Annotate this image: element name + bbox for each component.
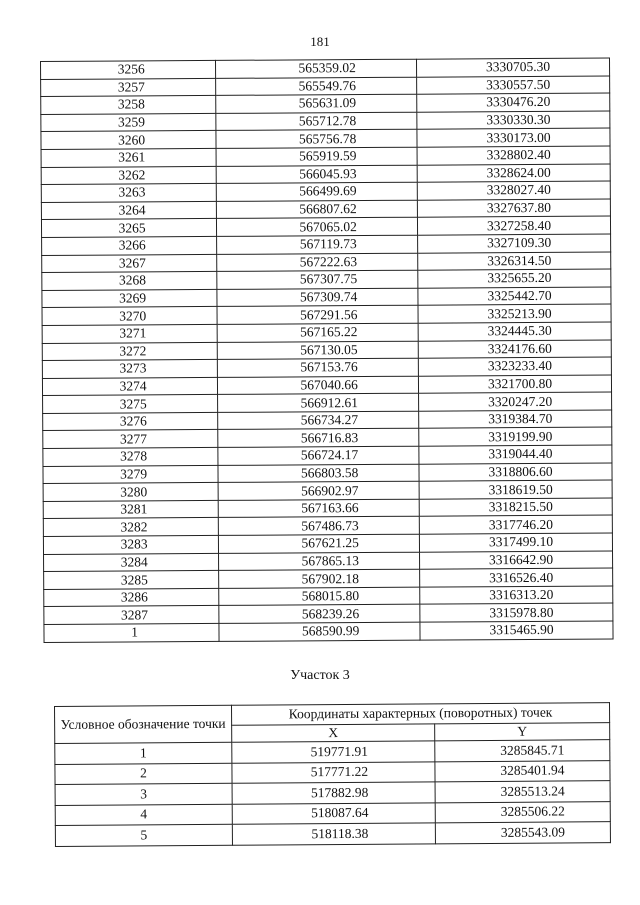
y-coordinate-cell: 3285506.22 — [435, 801, 610, 823]
y-coordinate-cell: 3323233.40 — [418, 357, 611, 376]
point-id-cell: 4 — [55, 804, 232, 826]
x-coordinate-cell: 566803.58 — [218, 464, 419, 483]
x-coordinate-cell: 519771.91 — [232, 741, 435, 763]
point-id-cell: 3275 — [43, 395, 218, 414]
x-coordinate-cell: 565756.78 — [216, 130, 417, 149]
section-coordinates-table — [54, 702, 611, 846]
x-coordinate-cell: 566902.97 — [218, 481, 419, 500]
point-id-cell: 1 — [44, 623, 219, 642]
x-coordinate-cell: 567163.66 — [218, 499, 419, 518]
x-coordinate-cell: 517882.98 — [232, 782, 435, 804]
y-coordinate-cell: 3285845.71 — [435, 740, 610, 762]
y-coordinate-cell: 3318806.60 — [419, 463, 612, 482]
y-coordinate-cell: 3316313.20 — [420, 586, 613, 605]
section-title: Участок 3 — [290, 668, 350, 683]
y-coordinate-cell: 3328624.00 — [417, 164, 610, 183]
y-coordinate-cell: 3330557.50 — [417, 76, 610, 95]
y-coordinate-cell: 3327637.80 — [417, 199, 610, 218]
point-id-cell: 3 — [55, 783, 232, 805]
point-id-cell: 3261 — [41, 148, 216, 167]
x-coordinate-cell: 567165.22 — [217, 323, 418, 342]
y-coordinate-cell: 3325655.20 — [418, 269, 611, 288]
table-row — [55, 822, 610, 846]
x-coordinate-cell: 566499.69 — [217, 182, 418, 201]
y-coordinate-cell: 3315978.80 — [420, 603, 613, 622]
y-coordinate-cell: 3318215.50 — [419, 498, 612, 517]
x-coordinate-cell: 566724.17 — [218, 446, 419, 465]
x-coordinate-cell: 567222.63 — [217, 253, 418, 272]
point-id-cell: 3282 — [43, 518, 218, 537]
y-coordinate-cell: 3330476.20 — [417, 93, 610, 112]
x-coordinate-cell: 566045.93 — [216, 165, 417, 184]
y-coordinate-cell: 3285543.09 — [435, 822, 610, 844]
point-id-cell: 3265 — [41, 219, 216, 238]
point-id-cell: 3280 — [43, 483, 218, 502]
y-coordinate-cell: 3285401.94 — [435, 760, 610, 782]
page-number: 181 — [310, 34, 330, 49]
y-coordinate-cell: 3315465.90 — [420, 621, 613, 640]
x-coordinate-cell: 567621.25 — [219, 534, 420, 553]
coordinates-table-body — [41, 58, 614, 642]
point-id-cell: 3272 — [42, 342, 217, 361]
y-coordinate-cell: 3321700.80 — [419, 375, 612, 394]
point-id-cell: 3262 — [41, 166, 216, 185]
point-id-cell: 3284 — [44, 553, 219, 572]
y-coordinate-cell: 3319199.90 — [419, 427, 612, 446]
point-id-cell: 3257 — [41, 78, 216, 97]
x-coordinate-cell: 567065.02 — [217, 218, 418, 237]
table-row — [44, 621, 613, 642]
section-table-header — [55, 703, 610, 744]
y-coordinate-cell: 3320247.20 — [419, 392, 612, 411]
point-id-cell: 5 — [55, 824, 232, 846]
x-coordinate-cell: 517771.22 — [232, 761, 435, 783]
y-coordinate-cell: 3317499.10 — [419, 533, 612, 552]
point-id-cell: 3256 — [41, 60, 216, 79]
y-coordinate-cell: 3325213.90 — [418, 304, 611, 323]
y-coordinate-cell: 3326314.50 — [418, 252, 611, 271]
x-coordinate-cell: 568239.26 — [219, 605, 420, 624]
x-coordinate-cell: 566734.27 — [218, 411, 419, 430]
coordinates-table — [40, 58, 614, 643]
y-coordinate-cell: 3328027.40 — [417, 181, 610, 200]
x-coordinate-cell: 565712.78 — [216, 112, 417, 131]
point-id-cell: 3285 — [44, 571, 219, 590]
x-coordinate-cell: 567307.75 — [217, 270, 418, 289]
point-id-cell: 3281 — [43, 500, 218, 519]
x-coordinate-cell: 567309.74 — [217, 288, 418, 307]
point-id-cell: 3259 — [41, 113, 216, 132]
point-id-cell: 3274 — [42, 377, 217, 396]
y-coordinate-cell: 3317746.20 — [419, 515, 612, 534]
header-x: X — [232, 723, 435, 742]
x-coordinate-cell: 567865.13 — [219, 552, 420, 571]
x-coordinate-cell: 567040.66 — [218, 376, 419, 395]
point-id-cell: 2 — [55, 763, 232, 785]
header-y: Y — [435, 722, 610, 741]
point-id-cell: 3268 — [42, 272, 217, 291]
header-coordinates: Координаты характерных (поворотных) точек — [231, 703, 609, 725]
x-coordinate-cell: 566716.83 — [218, 429, 419, 448]
y-coordinate-cell: 3325442.70 — [418, 287, 611, 306]
point-id-cell: 3263 — [41, 184, 216, 203]
y-coordinate-cell: 3328802.40 — [417, 146, 610, 165]
point-id-cell: 3278 — [43, 447, 218, 466]
point-id-cell: 3269 — [42, 289, 217, 308]
x-coordinate-cell: 565549.76 — [216, 77, 417, 96]
section-table-body — [55, 740, 611, 846]
y-coordinate-cell: 3327258.40 — [418, 216, 611, 235]
y-coordinate-cell: 3324176.60 — [418, 340, 611, 359]
point-id-cell: 3258 — [41, 96, 216, 115]
point-id-cell: 3286 — [44, 588, 219, 607]
x-coordinate-cell: 567130.05 — [217, 341, 418, 360]
point-id-cell: 3270 — [42, 307, 217, 326]
point-id-cell: 3266 — [42, 236, 217, 255]
x-coordinate-cell: 568590.99 — [219, 622, 420, 641]
point-id-cell: 3276 — [43, 412, 218, 431]
point-id-cell: 3287 — [44, 606, 219, 625]
point-id-cell: 3267 — [42, 254, 217, 273]
y-coordinate-cell: 3285513.24 — [435, 781, 610, 803]
x-coordinate-cell: 566807.62 — [217, 200, 418, 219]
y-coordinate-cell: 3327109.30 — [418, 234, 611, 253]
point-id-cell: 3277 — [43, 430, 218, 449]
point-id-cell: 3271 — [42, 324, 217, 343]
x-coordinate-cell: 567902.18 — [219, 569, 420, 588]
header-point-designation: Условное обозначение точки — [55, 705, 232, 743]
x-coordinate-cell: 565359.02 — [216, 59, 417, 78]
point-id-cell: 1 — [55, 742, 232, 764]
y-coordinate-cell: 3330173.00 — [417, 128, 610, 147]
point-id-cell: 3273 — [42, 360, 217, 379]
point-id-cell: 3264 — [41, 201, 216, 220]
y-coordinate-cell: 3316526.40 — [420, 568, 613, 587]
y-coordinate-cell: 3330705.30 — [417, 58, 610, 77]
x-coordinate-cell: 567119.73 — [217, 235, 418, 254]
x-coordinate-cell: 518118.38 — [232, 823, 435, 845]
x-coordinate-cell: 567486.73 — [219, 517, 420, 536]
x-coordinate-cell: 568015.80 — [219, 587, 420, 606]
x-coordinate-cell: 565919.59 — [216, 147, 417, 166]
x-coordinate-cell: 567153.76 — [218, 358, 419, 377]
x-coordinate-cell: 567291.56 — [217, 306, 418, 325]
y-coordinate-cell: 3319384.70 — [419, 410, 612, 429]
x-coordinate-cell: 518087.64 — [232, 802, 435, 824]
y-coordinate-cell: 3330330.30 — [417, 111, 610, 130]
y-coordinate-cell: 3319044.40 — [419, 445, 612, 464]
point-id-cell: 3283 — [43, 535, 218, 554]
y-coordinate-cell: 3318619.50 — [419, 480, 612, 499]
point-id-cell: 3279 — [43, 465, 218, 484]
x-coordinate-cell: 565631.09 — [216, 94, 417, 113]
y-coordinate-cell: 3324445.30 — [418, 322, 611, 341]
x-coordinate-cell: 566912.61 — [218, 393, 419, 412]
point-id-cell: 3260 — [41, 131, 216, 150]
y-coordinate-cell: 3316642.90 — [420, 551, 613, 570]
